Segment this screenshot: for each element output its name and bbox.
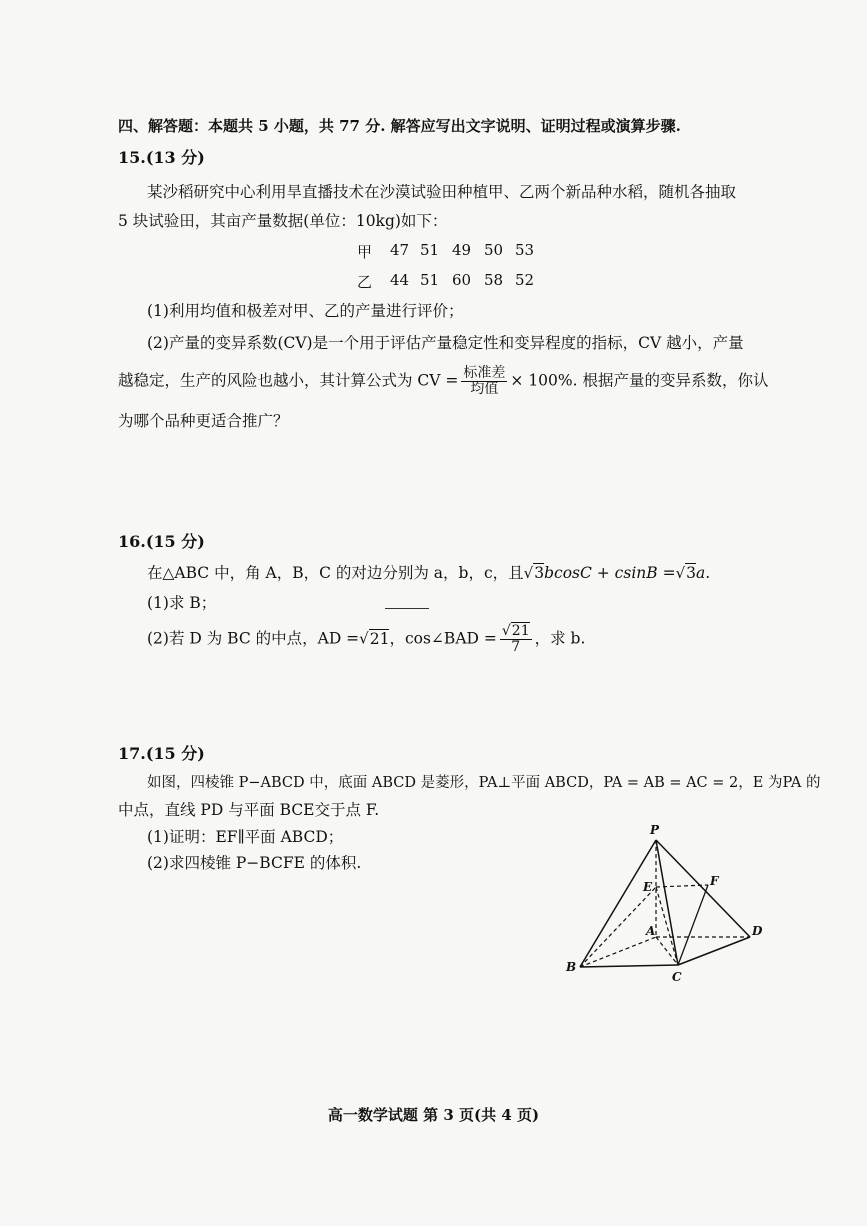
edge-BC <box>580 965 678 967</box>
yield-cell: 60 <box>452 271 472 289</box>
label-D: D <box>752 924 763 938</box>
radicand: 3 <box>686 564 697 582</box>
question-17-statement-line2: 中点，直线 PD 与平面 BCE交于点 F. <box>118 801 380 819</box>
yield-cell: 49 <box>452 241 472 259</box>
question-15-intro-line1: 某沙稻研究中心利用旱直播技术在沙漠试验田种植甲、乙两个新品种水稻，随机各抽取 <box>147 183 737 201</box>
text: × 100%. 根据产量的变异系数，你认 <box>510 371 769 390</box>
yield-cell: 58 <box>484 271 504 289</box>
text: 越稳定，生产的风险也越小，其计算公式为 CV = <box>118 371 459 390</box>
yield-row-label: 乙 <box>357 273 373 291</box>
text: (2)若 D 为 BC 的中点，AD = <box>147 629 360 648</box>
question-17-statement-line1: 如图，四棱锥 P−ABCD 中，底面 ABCD 是菱形，PA⊥平面 ABCD，PA = AB = AC = 2，E 为PA 的 <box>147 775 821 791</box>
radicand: 3 <box>534 564 545 582</box>
cos-fraction <box>500 624 532 655</box>
question-17-header: 17.(15 分) <box>118 744 205 763</box>
question-15-header: 15.(13 分) <box>118 148 205 167</box>
section-heading: 四、解答题：本题共 5 小题，共 77 分. 解答应写出文字说明、证明过程或演算步骤. <box>118 117 681 135</box>
divider <box>385 608 429 609</box>
label-C: C <box>672 970 682 984</box>
edge-BE <box>580 887 656 967</box>
radicand: 21 <box>369 629 390 648</box>
pyramid-svg <box>560 815 770 995</box>
label-A: A <box>646 924 656 938</box>
question-15-part1: (1)利用均值和极差对甲、乙的产量进行评价； <box>147 302 464 320</box>
yield-cell: 51 <box>420 241 440 259</box>
cv-fraction <box>461 366 507 397</box>
question-16-statement <box>147 563 710 583</box>
yield-cell: 47 <box>390 241 410 259</box>
question-16-part1: (1)求 B； <box>147 594 217 612</box>
yield-cell: 52 <box>515 271 535 289</box>
text: a. <box>696 564 711 582</box>
question-17-part2: (2)求四棱锥 P−BCFE 的体积. <box>147 854 362 872</box>
pyramid-figure <box>560 815 770 995</box>
edge-PB <box>580 840 656 967</box>
question-16-part2 <box>147 624 585 655</box>
question-15-part2-line1: (2)产量的变异系数(CV)是一个用于评估产量稳定性和变异程度的指标，CV 越小，产量 <box>147 334 744 352</box>
sqrt-sign: √ <box>359 629 369 648</box>
radicand: 21 <box>511 623 530 639</box>
sqrt-sign: √ <box>501 623 511 639</box>
question-15-intro-line2: 5 块试验田，其亩产量数据(单位：10kg)如下： <box>118 212 448 230</box>
edge-CD <box>678 937 750 965</box>
edge-BA <box>580 937 656 967</box>
yield-cell: 50 <box>484 241 504 259</box>
edge-CF <box>678 885 708 965</box>
yield-cell: 51 <box>420 271 440 289</box>
yield-cell: 53 <box>515 241 535 259</box>
text: ，cos∠BAD = <box>389 629 497 648</box>
question-17-part1: (1)证明：EF∥平面 ABCD； <box>147 828 344 846</box>
page-footer: 高一数学试题 第 3 页(共 4 页) <box>327 1106 540 1124</box>
yield-row-yi <box>357 271 557 293</box>
label-P: P <box>650 823 660 837</box>
fraction-denominator: 均值 <box>470 381 499 397</box>
text: 在△ABC 中，角 A，B，C 的对边分别为 a，b，c，且 <box>147 564 524 582</box>
question-15-part2-line3: 为哪个品种更适合推广？ <box>118 412 289 430</box>
yield-cell: 44 <box>390 271 410 289</box>
label-F: F <box>710 874 719 888</box>
sqrt-sign: √ <box>523 564 534 582</box>
fraction-numerator: 标准差 <box>463 365 506 381</box>
fraction-numerator <box>500 624 532 640</box>
yield-row-label: 甲 <box>357 243 373 261</box>
label-E: E <box>643 880 653 894</box>
sqrt-sign: √ <box>675 564 686 582</box>
edge-AC <box>656 937 678 965</box>
yield-row-jia <box>357 241 557 263</box>
text: ，求 b. <box>534 629 586 648</box>
fraction-denominator: 7 <box>511 639 521 655</box>
label-B: B <box>566 960 577 974</box>
question-15-part2-line2 <box>118 366 769 397</box>
question-16-header: 16.(15 分) <box>118 532 205 551</box>
text: bcosC + csinB = <box>544 564 676 582</box>
